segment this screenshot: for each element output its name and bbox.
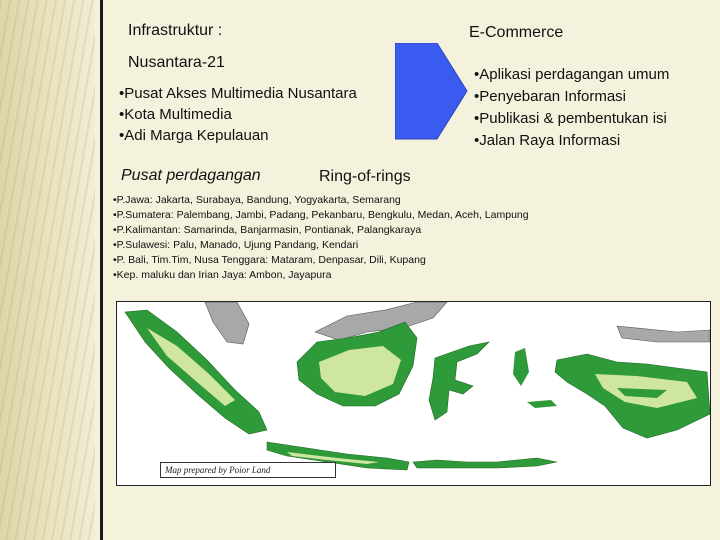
ecommerce-point: •Publikasi & pembentukan isi <box>474 110 667 127</box>
infrastruktur-label: Infrastruktur : <box>128 22 223 39</box>
ecommerce-point: •Penyebaran Informasi <box>474 88 626 105</box>
island-line: •P.Sumatera: Palembang, Jambi, Padang, Pekanbaru, Bengkulu, Medan, Aceh, Lampung <box>113 209 529 221</box>
nusantara-title: Nusantara-21 <box>128 54 225 71</box>
island-city-list <box>113 193 529 283</box>
island-line: •P.Jawa: Jakarta, Surabaya, Bandung, Yogyakarta, Semarang <box>113 194 401 206</box>
indonesia-map <box>116 301 711 486</box>
island-line: •Kep. maluku dan Irian Jaya: Ambon, Jayapura <box>113 269 332 281</box>
nusantara-list <box>119 83 357 146</box>
decorative-left-band <box>0 0 95 540</box>
ecommerce-point: •Jalan Raya Informasi <box>474 132 621 149</box>
island-line: •P.Kalimantan: Samarinda, Banjarmasin, Pontianak, Palangkaraya <box>113 224 422 236</box>
ecommerce-label: E-Commerce <box>469 24 564 41</box>
island-line: •P.Sulawesi: Palu, Manado, Ujung Pandang, Kendari <box>113 239 359 251</box>
map-caption: Map prepared by Poior Land <box>160 462 336 478</box>
right-arrow-icon <box>395 43 469 140</box>
ring-of-rings-label: Ring-of-rings <box>319 168 411 185</box>
island-line: •P. Bali, Tim.Tim, Nusa Tenggara: Mataram, Denpasar, Dili, Kupang <box>113 254 426 266</box>
ecommerce-point: •Aplikasi perdagangan umum <box>474 66 670 83</box>
ecommerce-list <box>474 64 669 152</box>
indonesia-map-graphic <box>117 302 710 485</box>
nusantara-point: •Kota Multimedia <box>119 106 232 123</box>
pusat-perdagangan-label: Pusat perdagangan <box>121 167 261 184</box>
vertical-divider <box>100 0 103 540</box>
nusantara-point: •Pusat Akses Multimedia Nusantara <box>119 85 357 102</box>
nusantara-point: •Adi Marga Kepulauan <box>119 127 269 144</box>
